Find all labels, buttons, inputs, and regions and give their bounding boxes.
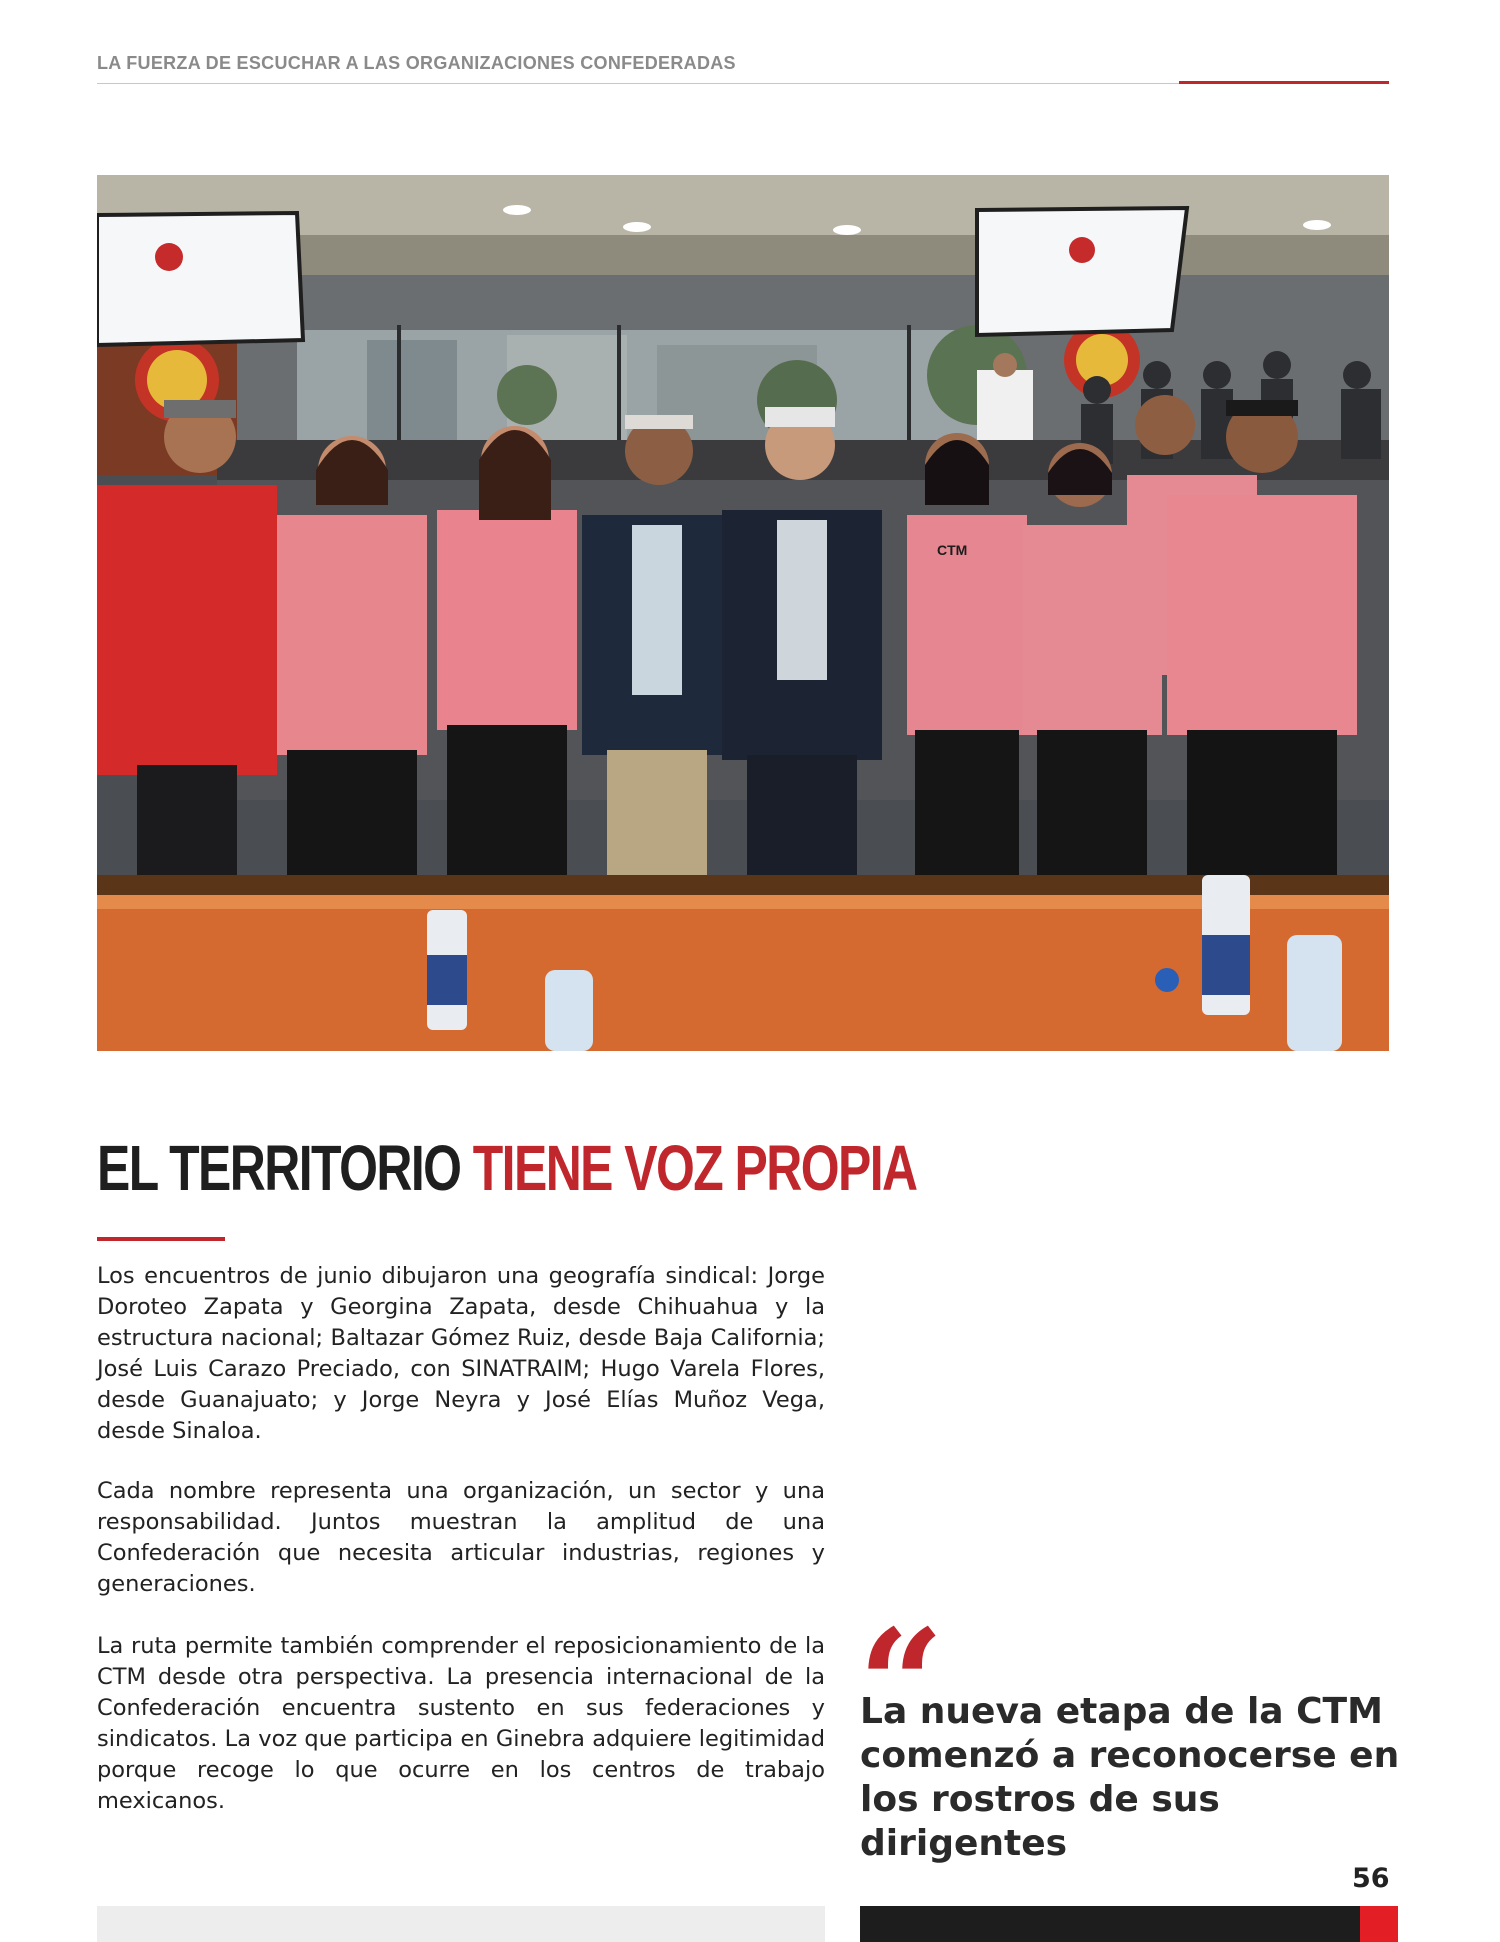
title-underline: [97, 1237, 225, 1241]
shirt-logo-text: CTM: [937, 542, 968, 558]
header-divider: [97, 83, 1179, 84]
body-paragraph-3: La ruta permite también comprender el reposicionamiento de la CTM desde otra perspectiva. La presencia internacional de la Confederación encuentra sustento en sus federaciones y sindicatos. La voz que participa en Ginebra adquiere legitimidad porque recoge lo que ocurre en los centros de trabajo mexicanos.: [97, 1633, 825, 1814]
footer-bar-left: [97, 1906, 825, 1942]
article-title: [97, 1128, 917, 1208]
header-divider-accent: [1179, 81, 1389, 84]
title-part-dark: EL TERRITORIO: [97, 1132, 473, 1204]
footer-accent: [1360, 1906, 1398, 1942]
footer-bar-right: [860, 1906, 1360, 1942]
body-paragraph-2: Cada nombre representa una organización, un sector y una responsabilidad. Juntos muestran la amplitud de una Confederación que necesita articular industrias, regiones y generaciones.: [97, 1478, 825, 1597]
section-header: LA FUERZA DE ESCUCHAR A LAS ORGANIZACIONES CONFEDERADAS: [97, 53, 736, 73]
page-number: 56: [1352, 1863, 1390, 1894]
pull-quote: La nueva etapa de la CTM comenzó a reconocerse en los rostros de sus dirigentes: [860, 1691, 1400, 1864]
quote-mark-icon: “: [858, 1597, 945, 1773]
body-paragraph-1: Los encuentros de junio dibujaron una geografía sindical: Jorge Doroteo Zapata y Georgina Zapata, desde Chihuahua y la estructura nacional; Baltazar Gómez Ruiz, desde Baja California; José Luis Carazo Preciado, con SINATRAIM; Hugo Varela Flores, desde Guanajuato; y Jorge Neyra y José Elías Muñoz Vega, desde Sinaloa.: [97, 1263, 825, 1444]
group-photo: [97, 175, 1389, 1051]
title-part-red: TIENE VOZ PROPIA: [472, 1132, 917, 1204]
